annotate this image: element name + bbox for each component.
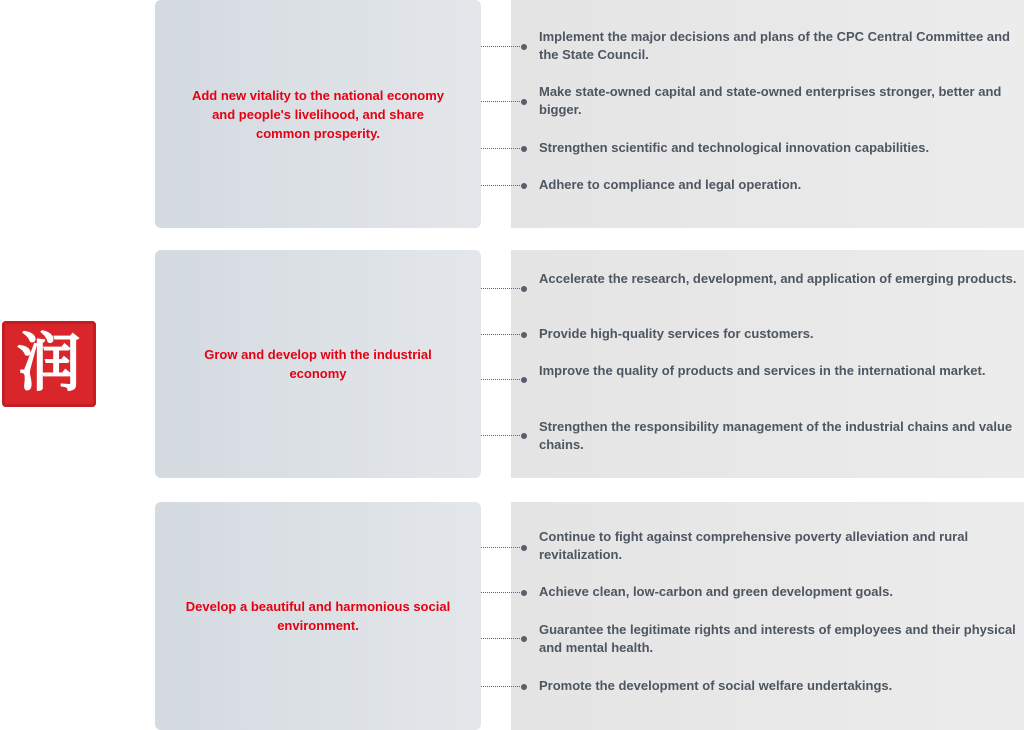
- connector-line: [481, 686, 524, 687]
- item-text: Achieve clean, low-carbon and green development goals.: [539, 584, 893, 599]
- connector-line: [481, 334, 524, 335]
- bullet-dot: [521, 332, 527, 338]
- connector-line: [481, 46, 524, 47]
- connector-line: [481, 547, 524, 548]
- item-text: Promote the development of social welfare undertakings.: [539, 678, 893, 693]
- item-text: Provide high-quality services for customers.: [539, 326, 814, 341]
- connector-line: [481, 101, 524, 102]
- item-text: Make state-owned capital and state-owned enterprises stronger, better and bigger.: [539, 84, 1002, 117]
- bullet-dot: [521, 99, 527, 105]
- connector-line: [481, 379, 524, 380]
- item-text: Continue to fight against comprehensive poverty alleviation and rural revitalization.: [539, 529, 969, 562]
- item-text: Accelerate the research, development, and application of emerging products.: [539, 271, 1017, 286]
- row-2-title: Grow and develop with the industrial economy: [204, 347, 432, 381]
- connector-line: [481, 288, 524, 289]
- connector-line: [481, 638, 524, 639]
- row-1-title-box: [155, 0, 481, 228]
- responsibility-row-3: [0, 502, 1024, 730]
- item-text: Improve the quality of products and services in the international market.: [539, 363, 986, 378]
- item-text: Adhere to compliance and legal operation.: [539, 177, 802, 192]
- bullet-dot: [521, 545, 527, 551]
- row-2-title-box: [155, 250, 481, 478]
- connector-line: [481, 592, 524, 593]
- item-text: Implement the major decisions and plans of the CPC Central Committee and the State Council.: [539, 29, 1010, 62]
- item-text: Strengthen scientific and technological innovation capabilities.: [539, 140, 930, 155]
- bullet-dot: [521, 684, 527, 690]
- responsibility-row-2: [0, 250, 1024, 478]
- bullet-dot: [521, 377, 527, 383]
- bullet-dot: [521, 286, 527, 292]
- row-3-title: Develop a beautiful and harmonious social environment.: [185, 599, 451, 633]
- responsibility-row-1: [0, 0, 1024, 228]
- bullet-dot: [521, 146, 527, 152]
- bullet-dot: [521, 44, 527, 50]
- connector-line: [481, 148, 524, 149]
- connector-line: [481, 185, 524, 186]
- item-text: Guarantee the legitimate rights and interests of employees and their physical and mental health.: [539, 622, 1016, 655]
- bullet-dot: [521, 433, 527, 439]
- seal-character: 润: [17, 326, 81, 401]
- connector-line: [481, 435, 524, 436]
- row-3-title-box: [155, 502, 481, 730]
- bullet-dot: [521, 183, 527, 189]
- item-text: Strengthen the responsibility management of the industrial chains and value chains.: [539, 419, 1013, 452]
- bullet-dot: [521, 590, 527, 596]
- bullet-dot: [521, 636, 527, 642]
- row-1-title: Add new vitality to the national economy and people's livelihood, and share common prosperity.: [191, 87, 445, 141]
